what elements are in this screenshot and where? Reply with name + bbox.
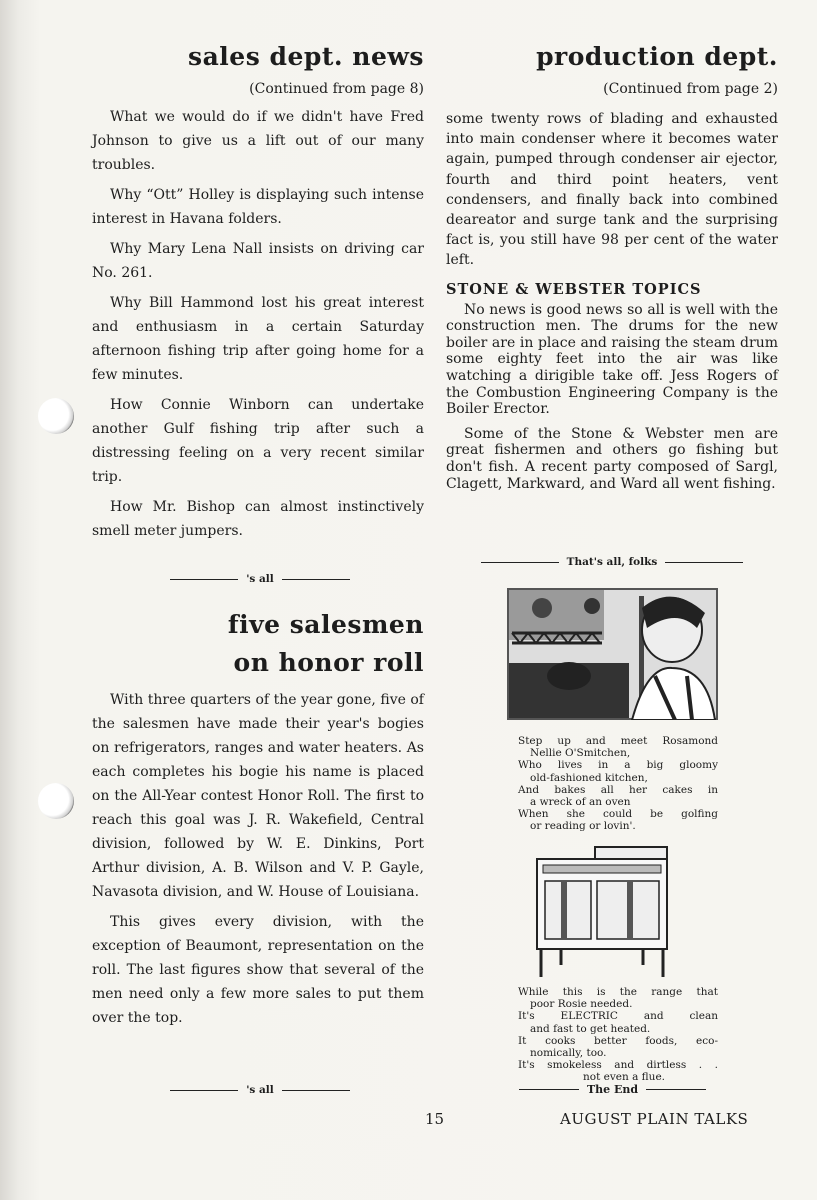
poem-line: Who lives in a big gloomy xyxy=(518,759,718,772)
sales-dept-column xyxy=(92,42,424,543)
honor-roll-article xyxy=(92,606,424,1030)
binder-hole xyxy=(38,398,74,434)
poem-line: When she could be golfing xyxy=(518,808,718,821)
poem-line: It's smokeless and dirtless . . xyxy=(518,1059,718,1072)
paragraph: With three quarters of the year gone, five of the salesmen have made their year's bogies on refrigerators, ranges and water heaters. As each completes his bogie his name is placed on the All-Year contest Honor Roll. The first to reach this goal was J. R. Wakefield, Central division, followed by W. E. Dinkins, Port Arthur division, A. B. Wilson and V. P. Gayle, Navasota division, and W. House of Louisiana. xyxy=(92,692,424,900)
paragraph: Why Bill Hammond lost his great interest and enthusiasm in a certain Saturday afternoon fishing trip after going home for a few minutes. xyxy=(92,295,424,383)
section-heading: sales dept. news xyxy=(188,42,424,71)
poem-line: While this is the range that xyxy=(518,986,718,998)
electric-range-illustration xyxy=(535,845,671,981)
poem-rosamond xyxy=(518,735,718,833)
heading-line: five salesmen xyxy=(227,610,424,639)
section-divider xyxy=(150,1084,370,1096)
poem-line: and fast to get heated. xyxy=(530,1022,651,1035)
poem-line: Nellie O'Smitchen, xyxy=(530,747,631,760)
poem-line: or reading or lovin'. xyxy=(530,820,636,833)
poem-line: And bakes all her cakes in xyxy=(518,783,718,796)
divider-text: 's all xyxy=(246,573,274,585)
continued-note: (Continued from page 2) xyxy=(603,81,778,97)
poem-line: not even a flue. xyxy=(582,1071,666,1084)
paragraph: Why “Ott” Holley is displaying such intense interest in Havana folders. xyxy=(92,187,424,227)
paragraph: some twenty rows of blading and exhausted into main condenser where it becomes water again, pumped through condenser air ejector, fourth and third point heaters, vent condensers, and finally back into combined deareator and surge tank and the surprising fact is, you still have 98 per cent of the water left. xyxy=(446,111,778,269)
kitchen-illustration xyxy=(507,588,718,720)
production-dept-column xyxy=(446,42,778,500)
continued-note: (Continued from page 8) xyxy=(249,81,424,97)
paragraph: How Mr. Bishop can almost instinctively smell meter jumpers. xyxy=(92,499,424,539)
paragraph: What we would do if we didn't have Fred Johnson to give us a lift out of our many troubles. xyxy=(92,109,424,173)
heading-line: on honor roll xyxy=(233,648,424,677)
divider-text: The End xyxy=(586,1083,639,1096)
poem-line: a wreck of an oven xyxy=(530,796,631,809)
poem-line: old-fashioned kitchen, xyxy=(530,771,648,784)
paragraph: Some of the Stone & Webster men are great fishermen and others go fishing but don't fish. A recent party composed of Sargl, Clagett, Markward, and Ward all went fishing. xyxy=(446,425,778,492)
section-heading: production dept. xyxy=(536,42,778,71)
publication-name: AUGUST PLAIN TALKS xyxy=(560,1110,749,1128)
paragraph: Why Mary Lena Nall insists on driving car No. 261. xyxy=(92,241,424,281)
poem-electric-range xyxy=(518,986,718,1084)
subheading: STONE & WEBSTER TOPICS xyxy=(446,280,702,298)
section-divider xyxy=(150,573,370,585)
paragraph: How Connie Winborn can undertake another Gulf fishing trip after such a distressing feeling on a very recent similar trip. xyxy=(92,397,424,485)
section-divider xyxy=(478,556,746,568)
poem-line: poor Rosie needed. xyxy=(530,998,633,1011)
paragraph: This gives every division, with the exception of Beaumont, representation on the roll. The last figures show that several of the men need only a few more sales to put them over the top. xyxy=(92,914,424,1026)
divider-text: That's all, folks xyxy=(566,556,658,568)
end-divider xyxy=(505,1083,720,1096)
poem-line: nomically, too. xyxy=(530,1047,607,1060)
poem-line: It's ELECTRIC and clean xyxy=(518,1010,718,1023)
divider-text: 's all xyxy=(246,1084,274,1096)
poem-line: Step up and meet Rosamond xyxy=(518,735,718,747)
page-number: 15 xyxy=(425,1110,445,1128)
paragraph: No news is good news so all is well with the construction men. The drums for the new boiler are in place and raising the steam drum some eighty feet into the air was like watching a dirigible take off. Jess Rogers of the Combustion Engineering Company is the Boiler Erector. xyxy=(446,301,778,418)
article-heading xyxy=(92,606,424,682)
poem-line: It cooks better foods, eco- xyxy=(518,1034,718,1047)
binder-hole xyxy=(38,783,74,819)
